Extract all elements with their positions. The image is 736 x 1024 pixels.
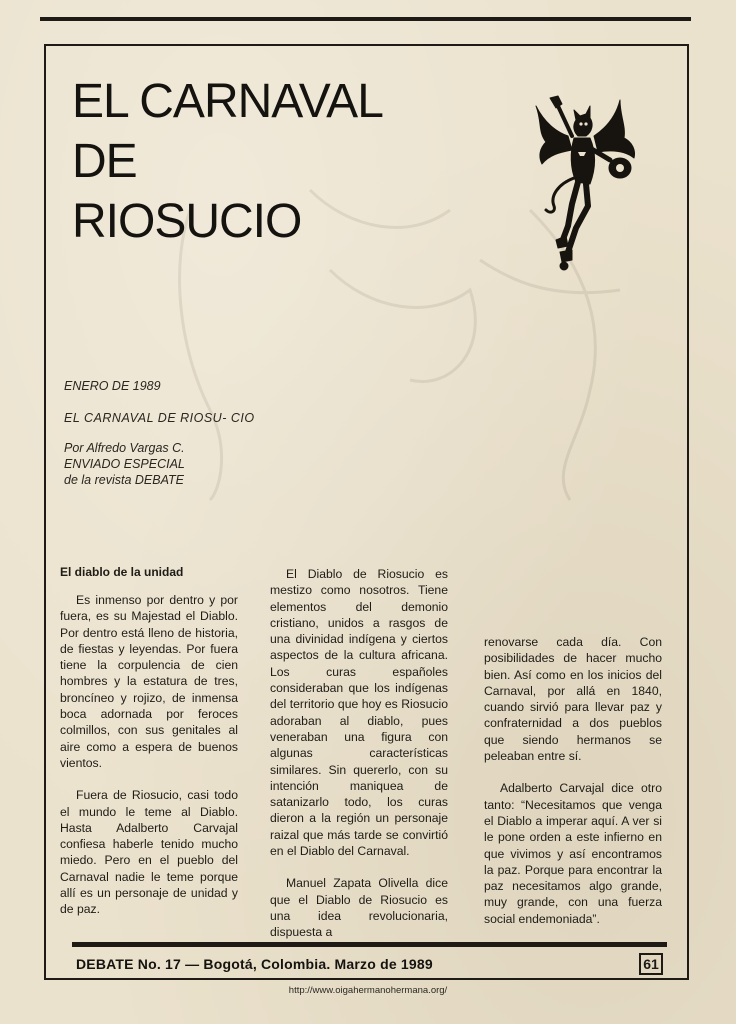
top-rule xyxy=(40,17,691,21)
paragraph: El Diablo de Riosucio es mestizo como nosotros. Tiene elementos del demonio cristiano, unidos a rasgos de una divinidad indígena y ciertos aspectos de la cultura africana. Los curas españoles consideraban que los indígenas del territorio que hoy es Riosucio adoraban al diablo, pues veneraban una figura con algunas características similares. Sin quererlo, con su intención maniquea de satanizarlo todo, los curas dieron a la región un personaje raizal que más tarde se convirtió en el Diablo del Carnaval. xyxy=(270,567,448,859)
text-column-1 xyxy=(60,564,238,934)
article-subject: EL CARNAVAL DE RIOSU- CIO xyxy=(64,411,255,425)
issue-date: ENERO DE 1989 xyxy=(64,379,161,393)
title-line-1: EL CARNAVAL xyxy=(72,75,383,128)
paragraph: renovarse cada día. Con posibilidades de hacer mucho bien. Así como en los inicios del Carnaval, por allá en 1840, cuando sirvió para llevar paz y confraternidad a dos pueblos que siendo hermanos se peleaban entre sí. xyxy=(484,635,662,764)
text-column-2 xyxy=(270,566,448,957)
paragraph: Es inmenso por dentro y por fuera, es su Majestad el Diablo. Por dentro está lleno de historia, de fiestas y leyendas. Por fuera tiene la corpulencia de cien hombres y la estatura de tres, broncíneo y rojizo, de inmensa boca adornada por feroces colmillos, con sus genitales al aire como a espera de buenos vientos. xyxy=(60,593,238,770)
paragraph: Fuera de Riosucio, casi todo el mundo le teme al Diablo. Hasta Adalberto Carvajal confiesa haberle tenido mucho miedo. Pero en el pueblo del Carnaval nadie le teme porque allí es un personaje de unidad y de paz. xyxy=(60,788,238,917)
text-column-3 xyxy=(484,634,662,943)
paragraph: Manuel Zapata Olivella dice que el Diablo de Riosucio es una idea revolucionaria, dispuesta a xyxy=(270,876,448,940)
magazine-credit: de la revista DEBATE xyxy=(64,473,184,487)
article-byline xyxy=(64,378,264,488)
title-line-3: RIOSUCIO xyxy=(72,195,302,248)
publication-footer: DEBATE No. 17 — Bogotá, Colombia. Marzo de 1989 xyxy=(76,956,433,972)
devil-figure-illustration xyxy=(528,92,644,272)
page-number: 61 xyxy=(639,953,663,975)
footer-rule xyxy=(72,942,667,947)
title-line-2: DE xyxy=(72,135,137,188)
source-url-link[interactable]: http://www.oigahermanohermana.org/ xyxy=(288,985,448,996)
author-name: Por Alfredo Vargas C. xyxy=(64,441,185,455)
article-title xyxy=(72,72,383,252)
section-heading: El diablo de la unidad xyxy=(60,565,184,579)
author-role: ENVIADO ESPECIAL xyxy=(64,457,185,471)
paragraph: Adalberto Carvajal dice otro tanto: “Necesitamos que venga el Diablo a imperar aquí. A ver si le pone orden a este infierno en que vivimos y así encontramos la paz. Porque para encontrar la paz necesitamos algo grande, muy grande, con una fuerza social endemoniada”. xyxy=(484,781,662,926)
